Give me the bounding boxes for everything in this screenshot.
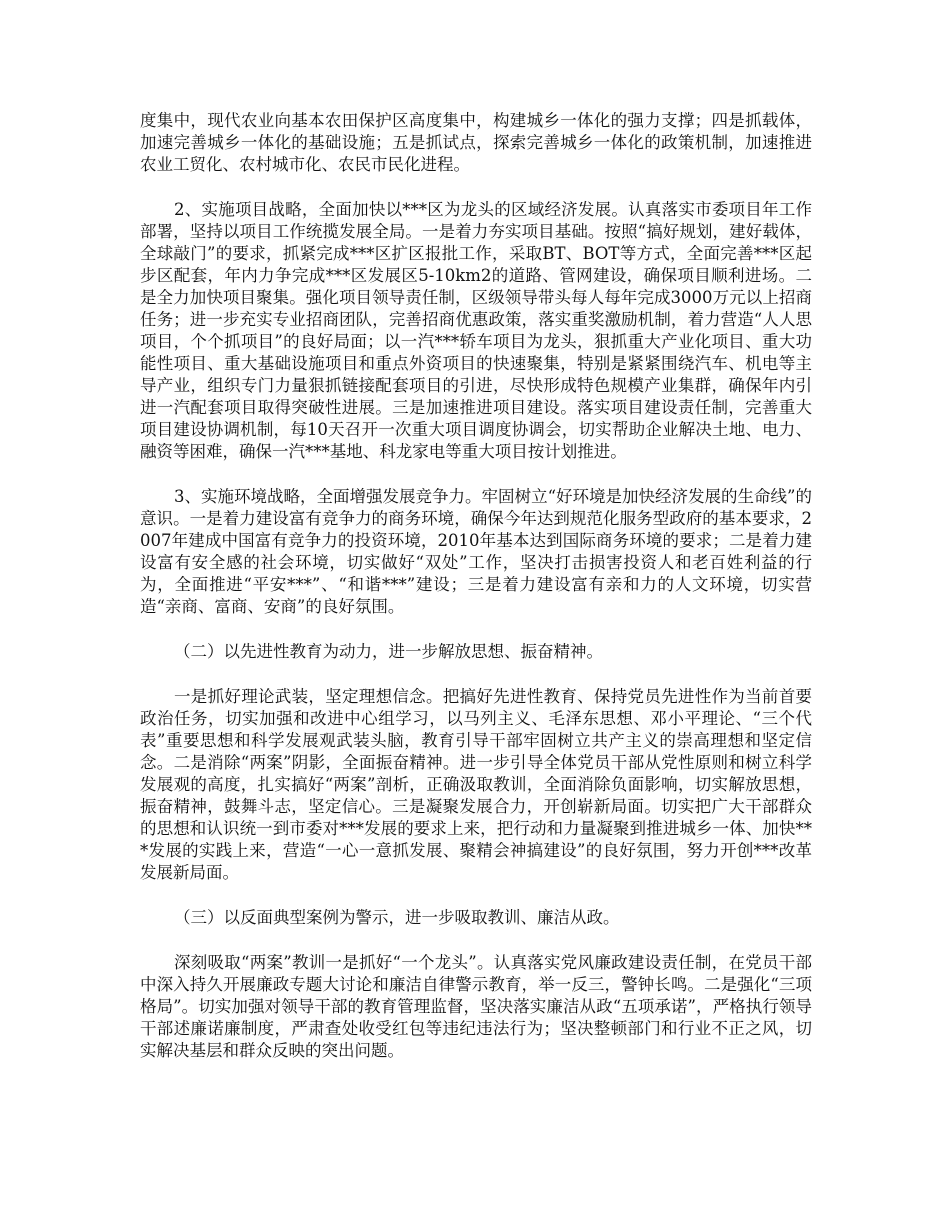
paragraph-environment-strategy: 3、实施环境战略，全面增强发展竞争力。牢固树立“好环境是加快经济发展的生命线”的意识。一是着力建设富有竞争力的商务环境，确保今年达到规范化服务型政府的基本要求，2007年建成中国富有竞争力的投资环境，2010年基本达到国际商务环境的要求；二是着力建设富有安全感的社会环境，切实做好“双处”工作，坚决打击损害投资人和老百姓利益的行为，全面推进“平安***”、“和谐***”建设；三是着力建设富有亲和力的人文环境，切实营造“亲商、富商、安商”的良好氛围。 [140,487,812,616]
paragraph-project-strategy: 2、实施项目战略，全面加快以***区为龙头的区域经济发展。认真落实市委项目年工作部署，坚持以项目工作统揽发展全局。一是着力夯实项目基础。按照“搞好规划，建好载体，全球敲门”的要求，抓紧完成***区扩区报批工作，采取BT、BOT等方式，全面完善***区起步区配套，年内力争完成***区发展区5-10km2的道路、管网建设，确保项目顺利进场。二是全力加快项目聚集。强化项目领导责任制，区级领导带头每人每年完成3000万元以上招商任务；进一步充实专业招商团队，完善招商优惠政策，落实重奖激励机制，着力营造“人人思项目，个个抓项目”的良好局面；以一汽***轿车项目为龙头，狠抓重大产业化项目、重大功能性项目、重大基础设施项目和重点外资项目的快速聚集，特别是紧紧围绕汽车、机电等主导产业，组织专门力量狠抓链接配套项目的引进，尽快形成特色规模产业集群，确保年内引进一汽配套项目取得突破性进展。三是加速推进项目建设。落实项目建设责任制，完善重大项目建设协调机制，每10天召开一次重大项目调度协调会，切实帮助企业解决土地、电力、融资等困难，确保一汽***基地、科龙家电等重大项目按计划推进。 [140,200,812,461]
paragraph-continuation: 度集中，现代农业向基本农田保护区高度集中，构建城乡一体化的强力支撑；四是抓载体，加速完善城乡一体化的基础设施；五是抓试点，探索完善城乡一体化的政策机制，加速推进农业工贸化、农村城市化、农民市民化进程。 [140,111,812,174]
paragraph-lessons: 深刻吸取“两案”教训一是抓好“一个龙头”。认真落实党风廉政建设责任制，在党员干部中深入持久开展廉政专题大讨论和廉洁自律警示教育，举一反三，警钟长鸣。二是强化“三项格局”。切实加强对领导干部的教育管理监督，坚决落实廉洁从政“五项承诺”，严格执行领导干部述廉诺廉制度，严肃查处收受红包等违纪违法行为；坚决整顿部门和行业不正之风，切实解决基层和群众反映的突出问题。 [140,953,812,1060]
section-heading-education: （二）以先进性教育为动力，进一步解放思想、振奋精神。 [174,642,603,661]
document-page [140,110,812,1085]
section-heading-warning: （三）以反面典型案例为警示，进一步吸取教训、廉洁从政。 [174,908,620,927]
paragraph-theory-arming: 一是抓好理论武装，坚定理想信念。把搞好先进性教育、保持党员先进性作为当前首要政治任务，切实加强和改进中心组学习，以马列主义、毛泽东思想、邓小平理论、“三个代表”重要思想和科学发展观武装头脑，教育引导干部牢固树立共产主义的崇高理想和坚定信念。二是消除“两案”阴影，全面振奋精神。进一步引导全体党员干部从党性原则和树立科学发展观的高度，扎实搞好“两案”剖析，正确汲取教训，全面消除负面影响，切实解放思想，振奋精神，鼓舞斗志，坚定信心。三是凝聚发展合力，开创崭新局面。切实把广大干部群众的思想和认识统一到市委对***发展的要求上来，把行动和力量凝聚到推进城乡一体、加快***发展的实践上来，营造“一心一意抓发展、聚精会神搞建设”的良好氛围，努力开创***改革发展新局面。 [140,687,812,882]
